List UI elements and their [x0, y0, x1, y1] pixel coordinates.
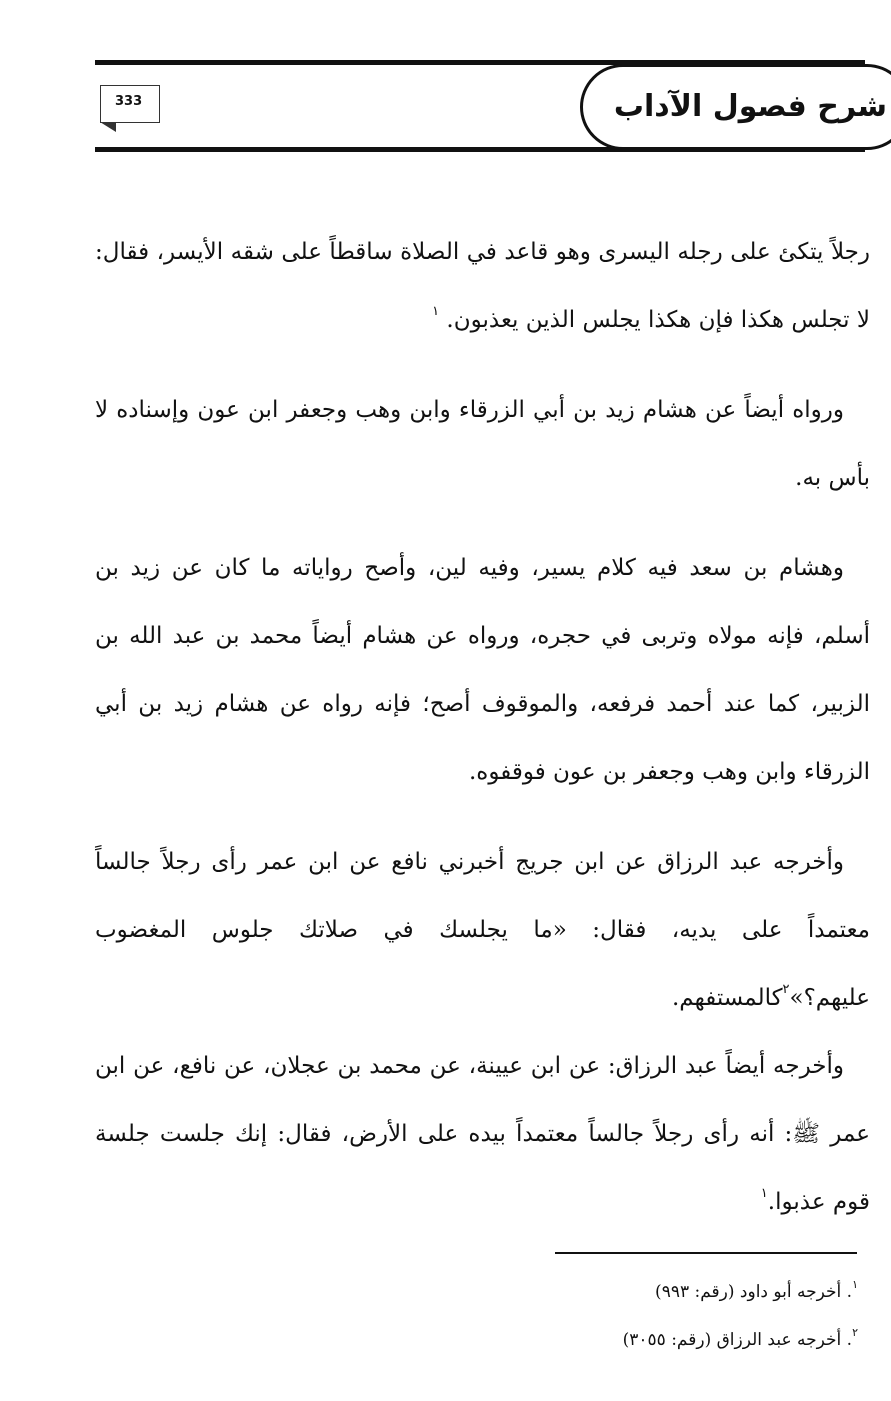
footnotes — [258, 1268, 858, 1364]
paragraph-3: وهشام بن سعد فيه كلام يسير، وفيه لين، وأصح رواياته ما كان عن زيد بن أسلم، فإنه مولاه وتربى في حجره، ورواه عن هشام أيضاً محمد بن عبد الله بن الزبير، كما عند أحمد فرفعه، والموقوف أصح؛ فإنه رواه عن هشام زيد بن أبي الزرقاء وابن وهب وجعفر بن عون فوقفوه. — [95, 555, 870, 785]
footnote-2 — [258, 1316, 858, 1364]
page-number: 333 — [115, 94, 143, 109]
footnote-1-text: . أخرجه أبو داود (رقم: ٩٩٣) — [655, 1282, 853, 1302]
header-title-frame — [580, 64, 891, 150]
footnote-ref-2: ٢ — [782, 982, 790, 997]
paragraph-4-tail: كالمستفهم. — [671, 985, 783, 1011]
page-corner-fold-icon — [100, 122, 116, 132]
footnote-separator — [555, 1252, 857, 1254]
paragraph-4 — [95, 828, 870, 1032]
book-title: شرح فصول الآداب — [613, 89, 887, 124]
paragraph-1-text: رجلاً يتكئ على رجله اليسرى وهو قاعد في الصلاة ساقطاً على شقه الأيسر، فقال: لا تجلس هكذا فإن هكذا يجلس الذين يعذبون. — [95, 239, 870, 333]
footnote-2-number: ٢ — [852, 1326, 858, 1339]
paragraph-1 — [95, 218, 870, 354]
page-body — [95, 218, 870, 1258]
footnote-ref-1: ١ — [432, 304, 440, 319]
footnote-ref-3: ١ — [760, 1186, 768, 1201]
paragraph-4-text: وأخرجه عبد الرزاق عن ابن جريج أخبرني نافع عن ابن عمر رأى رجلاً جالساً معتمداً على يديه، فقال: «ما يجلسك في صلاتك جلوس المغضوب عليهم؟» — [95, 849, 870, 1011]
paragraph-5-text: وأخرجه أيضاً عبد الرزاق: عن ابن عيينة، عن محمد بن عجلان، عن نافع، عن ابن عمر ﷺ: أنه رأى رجلاً جالساً معتمداً بيده على الأرض، فقال: إنك جلست جلسة قوم عذبوا. — [95, 1053, 870, 1215]
footnote-2-text: . أخرجه عبد الرزاق (رقم: ٣٠٥٥) — [622, 1330, 853, 1350]
paragraph-5 — [95, 1032, 870, 1236]
paragraph-2: ورواه أيضاً عن هشام زيد بن أبي الزرقاء وابن وهب وجعفر ابن عون وإسناده لا بأس به. — [95, 397, 870, 491]
footnote-1-number: ١ — [852, 1278, 858, 1291]
footnote-1 — [258, 1268, 858, 1316]
page-number-badge — [100, 85, 160, 123]
